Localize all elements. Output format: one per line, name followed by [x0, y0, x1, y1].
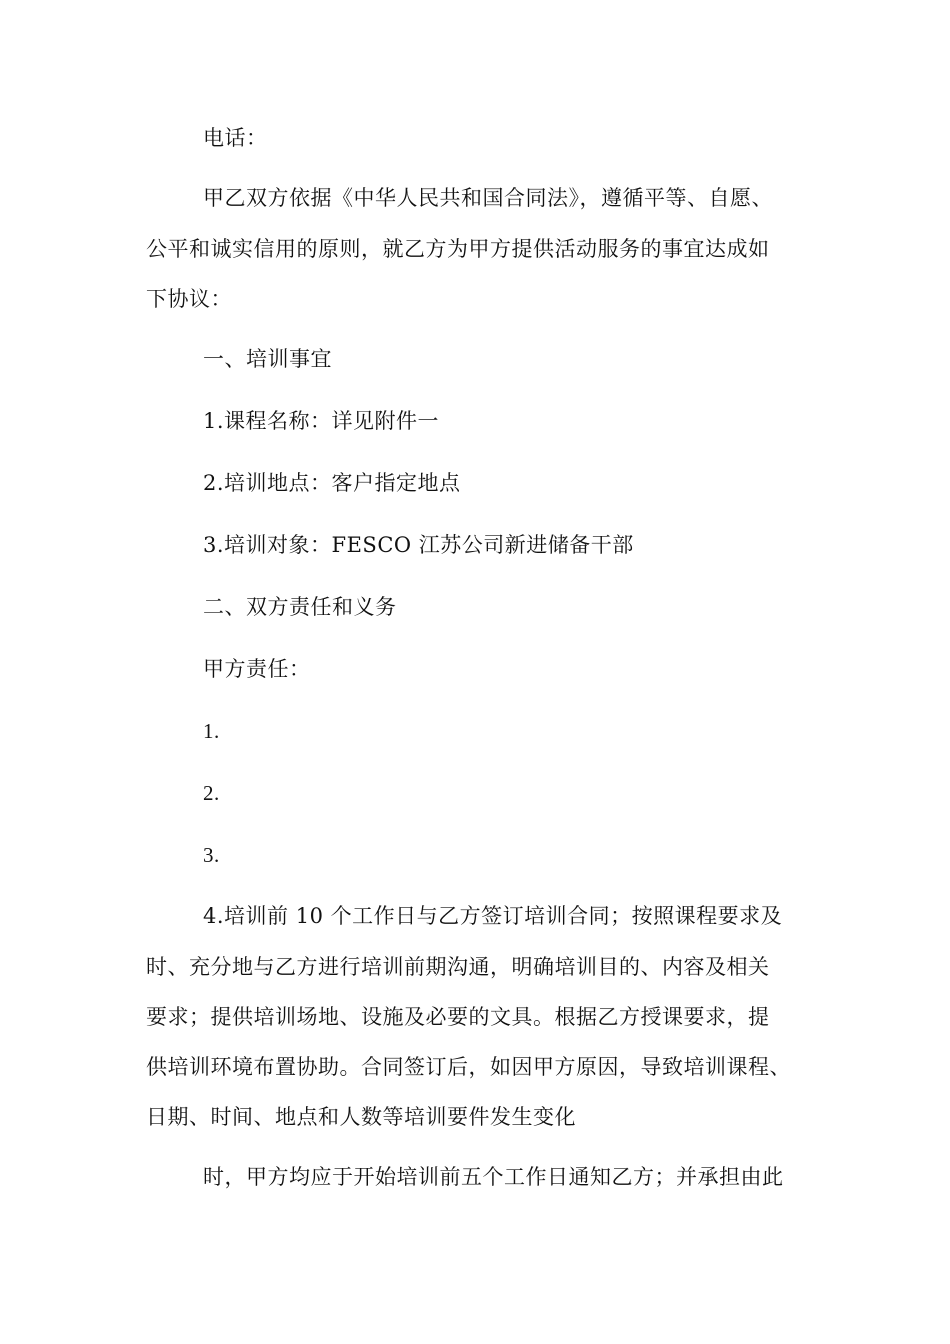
training-location-item: 2.培训地点：客户指定地点 — [203, 471, 461, 495]
list-item-2: 2. — [203, 781, 220, 805]
intro-paragraph-line-2: 公平和诚实信用的原则，就乙方为甲方提供活动服务的事宜达成如 — [146, 237, 770, 261]
training-target-item: 3.培训对象：FESCO 江苏公司新进储备干部 — [203, 533, 634, 557]
item-4-paragraph-line-2: 时、充分地与乙方进行培训前期沟通，明确培训目的、内容及相关 — [146, 955, 770, 979]
notice-paragraph-line-1: 时，甲方均应于开始培训前五个工作日通知乙方；并承担由此 — [203, 1165, 784, 1189]
item-4-paragraph-line-4: 供培训环境布置协助。合同签订后，如因甲方原因，导致培训课程、 — [146, 1055, 791, 1079]
list-item-1: 1. — [203, 719, 220, 743]
intro-paragraph-line-1: 甲乙双方依据《中华人民共和国合同法》，遵循平等、自愿、 — [203, 186, 773, 210]
section-heading-responsibilities: 二、双方责任和义务 — [203, 595, 397, 619]
list-item-3: 3. — [203, 843, 220, 867]
item-4-paragraph-line-5: 日期、时间、地点和人数等培训要件发生变化 — [146, 1105, 576, 1129]
phone-label: 电话： — [203, 126, 268, 150]
section-heading-training: 一、培训事宜 — [203, 347, 332, 371]
intro-paragraph-line-3: 下协议： — [146, 287, 232, 311]
item-4-paragraph-line-1: 4.培训前 10 个工作日与乙方签订培训合同；按照课程要求及 — [203, 904, 783, 928]
course-name-item: 1.课程名称：详见附件一 — [203, 409, 440, 433]
party-a-responsibility-label: 甲方责任： — [203, 657, 311, 681]
item-4-paragraph-line-3: 要求；提供培训场地、设施及必要的文具。根据乙方授课要求，提 — [146, 1005, 770, 1029]
